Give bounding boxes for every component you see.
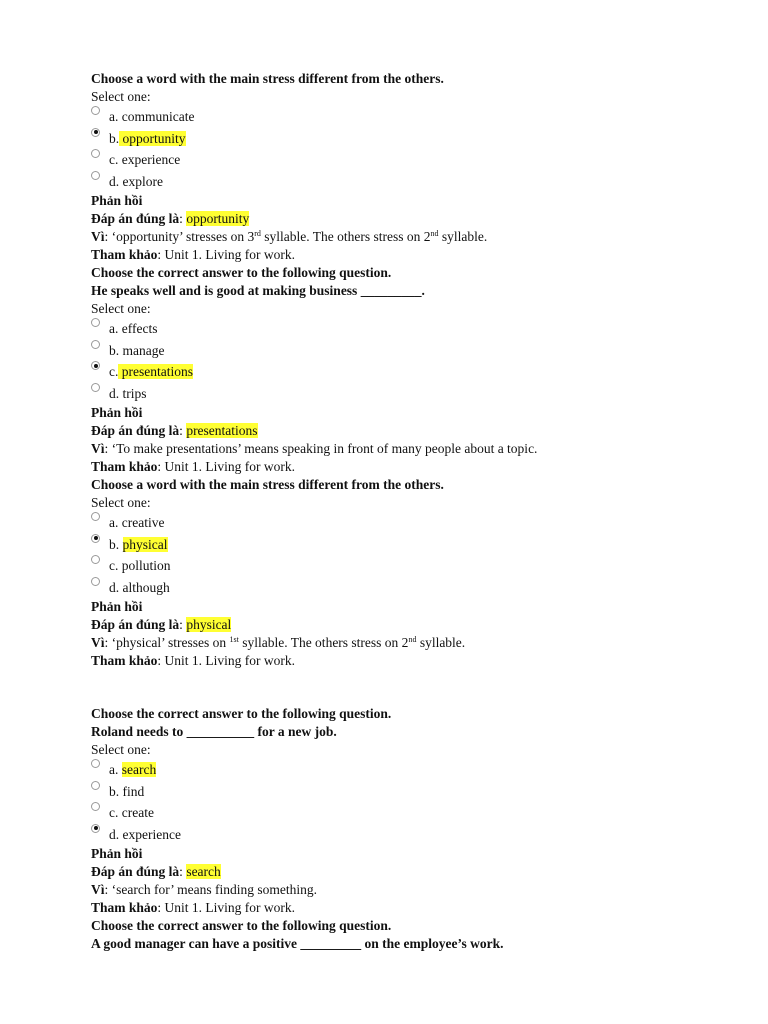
document-page (91, 70, 731, 953)
radio-icon[interactable] (91, 781, 100, 790)
radio-icon[interactable] (91, 383, 100, 392)
option-b[interactable]: b. find (91, 781, 731, 803)
question-text: A good manager can have a positive _________ on the employee’s work. (91, 936, 504, 951)
explanation-line: Vì: ‘To make presentations’ means speaking in front of many people about a topic. (91, 441, 538, 456)
question-block (91, 705, 731, 917)
explanation-line: Vì: ‘search for’ means finding something. (91, 882, 317, 897)
radio-icon[interactable] (91, 171, 100, 180)
explanation-line: Vì: ‘opportunity’ stresses on 3rd syllable. The others stress on 2nd syllable. (91, 229, 488, 244)
question-prompt: Choose the correct answer to the following question. (91, 918, 392, 933)
radio-icon[interactable] (91, 512, 100, 521)
feedback-label: Phản hồi (91, 193, 143, 208)
reference-line: Tham khảo: Unit 1. Living for work. (91, 247, 296, 262)
option-a[interactable]: a. search (91, 759, 731, 781)
question-block (91, 70, 731, 264)
radio-icon[interactable] (91, 802, 100, 811)
radio-icon[interactable] (91, 340, 100, 349)
question-prompt: Choose the correct answer to the following question. (91, 706, 392, 721)
correct-answer-line: Đáp án đúng là: physical (91, 617, 232, 632)
radio-selected-icon[interactable] (91, 361, 100, 370)
radio-selected-icon[interactable] (91, 128, 100, 137)
blank-spacer (91, 670, 731, 705)
question-prompt: Choose the correct answer to the following question. (91, 265, 392, 280)
select-one-label: Select one: (91, 301, 151, 316)
radio-icon[interactable] (91, 577, 100, 586)
option-d[interactable]: d. experience (91, 824, 731, 846)
option-b[interactable]: b. manage (91, 340, 731, 362)
question-block (91, 476, 731, 670)
option-c[interactable]: c. presentations (91, 361, 731, 383)
question-text: Roland needs to __________ for a new job. (91, 724, 337, 739)
radio-icon[interactable] (91, 759, 100, 768)
option-c[interactable]: c. create (91, 802, 731, 824)
radio-icon[interactable] (91, 149, 100, 158)
option-c[interactable]: c. pollution (91, 555, 731, 577)
correct-answer-line: Đáp án đúng là: opportunity (91, 211, 250, 226)
correct-answer-line: Đáp án đúng là: presentations (91, 423, 258, 438)
question-block (91, 264, 731, 476)
question-text: He speaks well and is good at making business _________. (91, 283, 425, 298)
radio-icon[interactable] (91, 555, 100, 564)
feedback-label: Phản hồi (91, 405, 143, 420)
reference-line: Tham khảo: Unit 1. Living for work. (91, 653, 296, 668)
question-prompt: Choose a word with the main stress different from the others. (91, 477, 444, 492)
radio-selected-icon[interactable] (91, 824, 100, 833)
question-block (91, 917, 731, 953)
question-prompt: Choose a word with the main stress different from the others. (91, 71, 444, 86)
correct-answer: physical (186, 617, 232, 632)
radio-icon[interactable] (91, 106, 100, 115)
radio-selected-icon[interactable] (91, 534, 100, 543)
correct-answer: presentations (186, 423, 258, 438)
option-d[interactable]: d. although (91, 577, 731, 599)
reference-line: Tham khảo: Unit 1. Living for work. (91, 459, 296, 474)
option-d[interactable]: d. trips (91, 383, 731, 405)
option-a[interactable]: a. creative (91, 512, 731, 534)
correct-answer: opportunity (186, 211, 250, 226)
explanation-line: Vì: ‘physical’ stresses on $^{1st}$ syllable. The others stress on 2nd syllable. (91, 635, 466, 650)
option-b[interactable]: b. physical (91, 534, 731, 556)
feedback-label: Phản hồi (91, 599, 143, 614)
correct-answer: search (186, 864, 221, 879)
radio-icon[interactable] (91, 318, 100, 327)
option-a[interactable]: a. effects (91, 318, 731, 340)
correct-answer-line: Đáp án đúng là: search (91, 864, 221, 879)
option-a[interactable]: a. communicate (91, 106, 731, 128)
feedback-label: Phản hồi (91, 846, 143, 861)
select-one-label: Select one: (91, 495, 151, 510)
option-b[interactable]: b. opportunity (91, 128, 731, 150)
option-c[interactable]: c. experience (91, 149, 731, 171)
option-d[interactable]: d. explore (91, 171, 731, 193)
select-one-label: Select one: (91, 89, 151, 104)
reference-line: Tham khảo: Unit 1. Living for work. (91, 900, 296, 915)
select-one-label: Select one: (91, 742, 151, 757)
